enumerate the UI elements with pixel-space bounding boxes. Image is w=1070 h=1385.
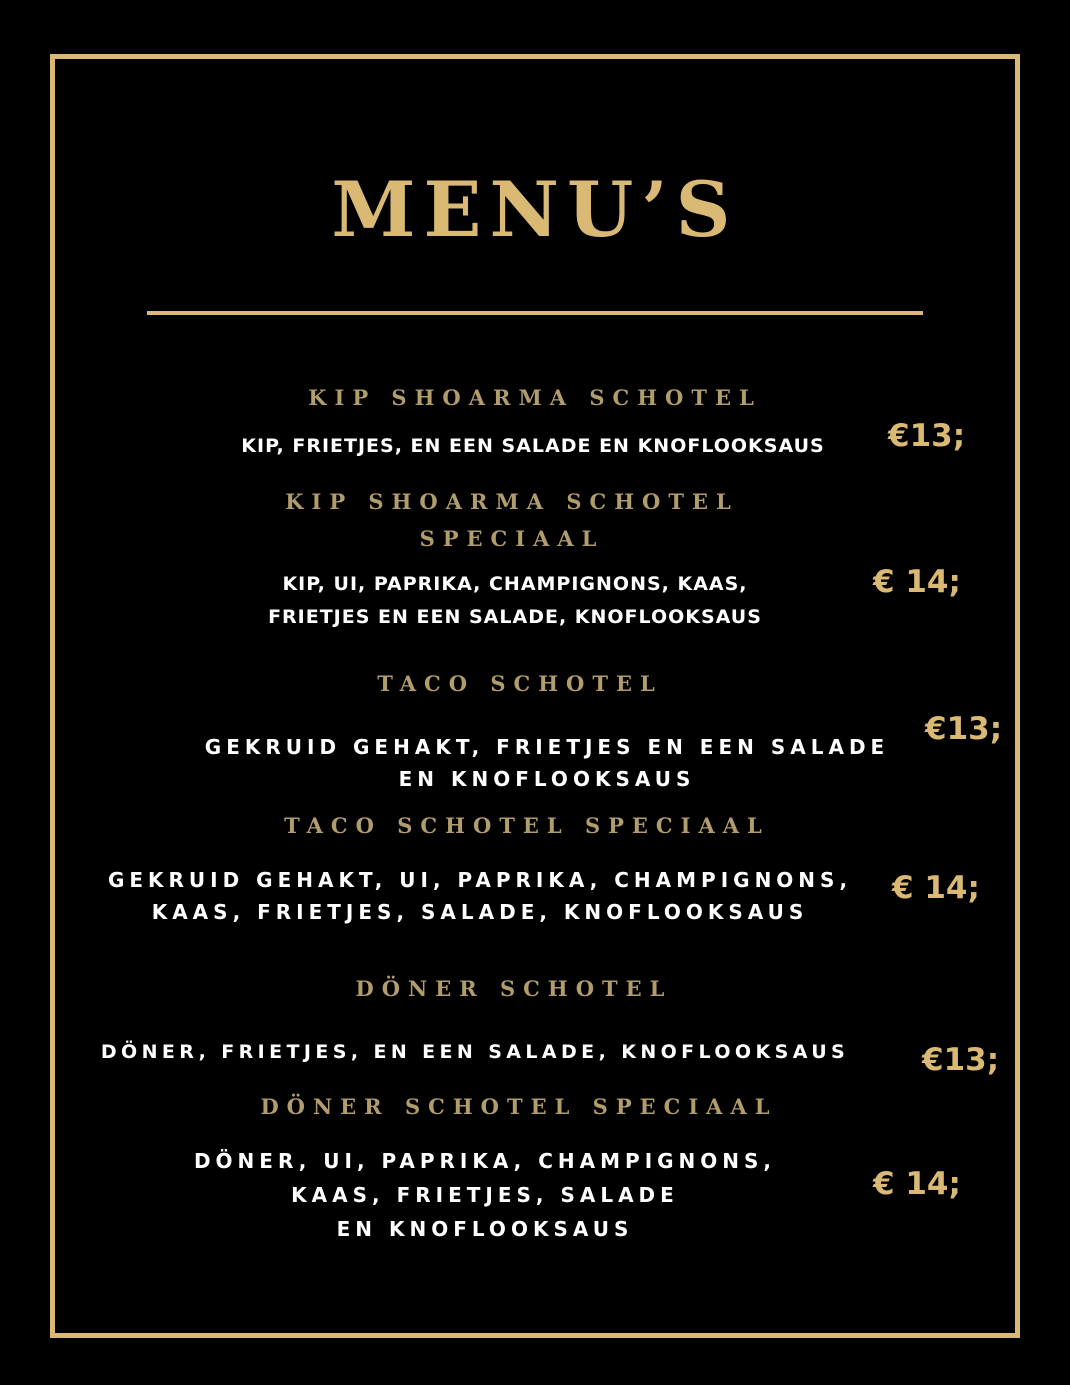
item-heading-kip-shoarma-speciaal: KIP SHOARMA SCHOTEL SPECIAAL xyxy=(285,489,739,551)
item-description-doner-schotel: DÖNER, FRIETJES, EN EEN SALADE, KNOFLOOKSAUS xyxy=(100,1041,850,1063)
item-description-doner-schotel-speciaal: DÖNER, UI, PAPRIKA, CHAMPIGNONS, KAAS, FRIETJES, SALADE EN KNOFLOOKSAUS xyxy=(193,1149,777,1241)
item-heading-doner-schotel: DÖNER SCHOTEL xyxy=(355,976,673,1001)
item-price-doner-schotel-speciaal: € 14; xyxy=(873,1166,961,1202)
title-divider xyxy=(147,311,923,315)
item-price-doner-schotel: €13; xyxy=(922,1042,1000,1078)
item-description-kip-shoarma-speciaal: KIP, UI, PAPRIKA, CHAMPIGNONS, KAAS, FRIETJES EN EEN SALADE, KNOFLOOKSAUS xyxy=(268,573,762,628)
item-heading-taco-schotel: TACO SCHOTEL xyxy=(377,671,663,696)
item-description-taco-schotel-speciaal: GEKRUID GEHAKT, UI, PAPRIKA, CHAMPIGNONS, KAAS, FRIETJES, SALADE, KNOFLOOKSAUS xyxy=(107,868,853,924)
item-description-kip-shoarma: KIP, FRIETJES, EN EEN SALADE EN KNOFLOOKSAUS xyxy=(241,435,825,457)
item-heading-kip-shoarma: KIP SHOARMA SCHOTEL xyxy=(308,385,762,410)
item-price-kip-shoarma: €13; xyxy=(888,418,966,454)
item-heading-doner-schotel-speciaal: DÖNER SCHOTEL SPECIAAL xyxy=(260,1094,778,1119)
item-price-kip-shoarma-speciaal: € 14; xyxy=(873,564,961,600)
item-price-taco-schotel: €13; xyxy=(925,711,1003,747)
item-description-taco-schotel: GEKRUID GEHAKT, FRIETJES EN EEN SALADE EN KNOFLOOKSAUS xyxy=(204,735,890,791)
menu-title: MENU’S xyxy=(331,165,739,254)
item-price-taco-schotel-speciaal: € 14; xyxy=(892,870,980,906)
item-heading-taco-schotel-speciaal: TACO SCHOTEL SPECIAAL xyxy=(284,813,770,838)
